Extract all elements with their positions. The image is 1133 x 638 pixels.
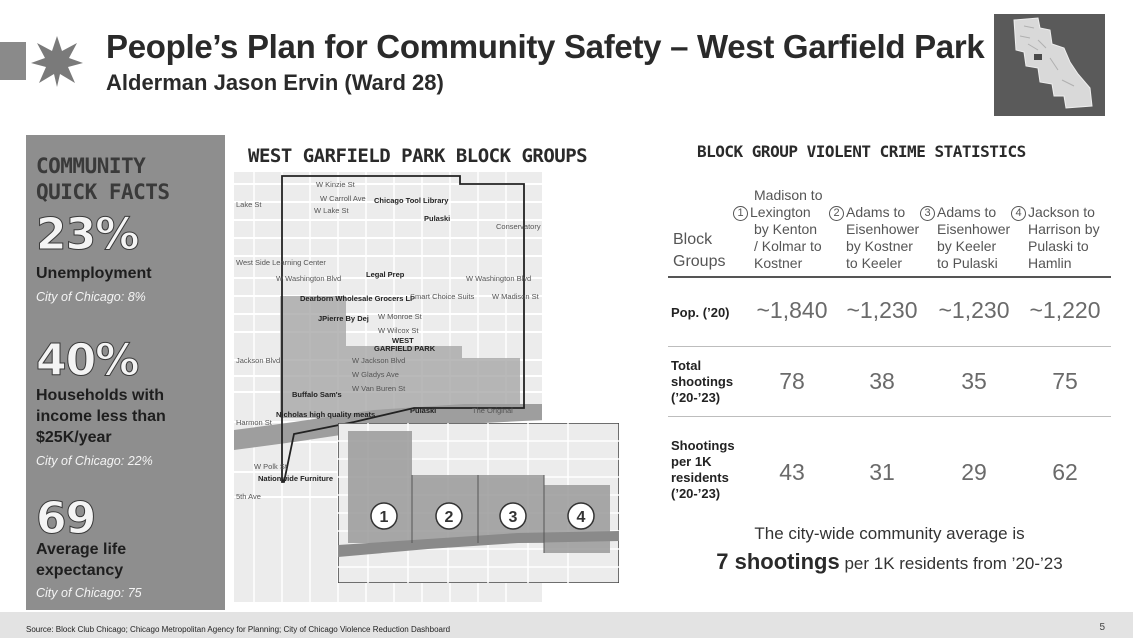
row-divider xyxy=(668,346,1111,347)
source-citation: Source: Block Club Chicago; Chicago Metropolitan Agency for Planning; City of Chicago Violence Reduction Dashboard xyxy=(26,625,451,634)
city-average-value: 7 shootings per 1K residents from ’20-’23 xyxy=(716,549,1063,574)
city-average-note: The city-wide community average is xyxy=(754,524,1025,543)
table-cell: 62 xyxy=(1052,459,1078,485)
map-place-label: Dearborn Wholesale Grocers LP xyxy=(300,294,416,303)
column-4-number: 4 xyxy=(1011,206,1026,221)
zone-4-marker xyxy=(566,501,596,531)
quick-facts-heading: COMMUNITY QUICK FACTS xyxy=(36,154,170,204)
community-quick-facts-panel xyxy=(26,135,225,610)
column-2-number: 2 xyxy=(829,206,844,221)
life-expectancy-city-note: City of Chicago: 75 xyxy=(36,586,142,600)
chicago-locator-map xyxy=(994,14,1105,116)
map-place-label: Buffalo Sam's xyxy=(292,390,342,399)
row-label-shootings-per-1k: Shootings per 1K residents (’20-’23) xyxy=(671,438,735,501)
zone-3-label: 3 xyxy=(508,509,518,526)
map-street-label: W Carroll Ave xyxy=(320,194,366,203)
column-3-number: 3 xyxy=(920,206,935,221)
table-cell: 43 xyxy=(779,459,805,485)
block-groups-inset-map xyxy=(338,423,619,583)
map-place-label: The Original xyxy=(472,406,513,415)
map-street-label: Harmon St xyxy=(236,418,272,427)
map-street-label: W Wilcox St xyxy=(378,326,419,335)
column-header-1: Madison to 1 Lexington by Kenton / Kolmar to Kostner xyxy=(733,187,822,272)
zone-2-marker xyxy=(434,501,464,531)
table-cell: 78 xyxy=(779,368,805,394)
map-station-label: Pulaski xyxy=(410,406,437,415)
map-title: WEST GARFIELD PARK BLOCK GROUPS xyxy=(248,145,588,167)
table-cell: 35 xyxy=(961,368,987,394)
table-cell: 38 xyxy=(869,368,895,394)
map-area-label: WEST xyxy=(392,336,414,345)
map-street-label: W Jackson Blvd xyxy=(352,356,406,365)
header-accent-bar xyxy=(0,42,26,80)
page-title: People’s Plan for Community Safety – West Garfield Park xyxy=(106,28,985,65)
zone-3-marker xyxy=(498,501,528,531)
table-cell: 29 xyxy=(961,459,987,485)
column-1-number: 1 xyxy=(733,206,748,221)
map-street-label: W Lake St xyxy=(314,206,349,215)
map-street-label: W Polk St xyxy=(254,462,287,471)
low-income-value: 40% xyxy=(36,335,139,386)
footer-bar xyxy=(0,612,1133,638)
life-expectancy-label: Average life expectancy xyxy=(36,541,127,579)
unemployment-label: Unemployment xyxy=(36,265,152,282)
map-street-label: W Washington Blvd xyxy=(466,274,532,283)
map-place-label: Legal Prep xyxy=(366,270,405,279)
map-place-label: JPierre By Dej xyxy=(318,314,369,323)
city-average-shootings: 7 shootings xyxy=(716,549,840,574)
unemployment-city-note: City of Chicago: 8% xyxy=(36,290,146,304)
map-place-label: Nationwide Furniture xyxy=(258,474,333,483)
page-number: 5 xyxy=(1099,622,1105,633)
column-header-4: 4 Jackson to Harrison by Pulaski to Hamlin xyxy=(1011,204,1100,272)
map-street-label: W Monroe St xyxy=(378,312,422,321)
low-income-city-note: City of Chicago: 22% xyxy=(36,454,153,468)
zone-1-marker xyxy=(369,501,399,531)
map-place-label: Chicago Tool Library xyxy=(374,196,449,205)
table-cell: ~1,840 xyxy=(756,297,828,323)
page-subtitle: Alderman Jason Ervin (Ward 28) xyxy=(106,70,444,95)
map-station-label: Pulaski xyxy=(424,214,451,223)
table-header-divider xyxy=(668,276,1111,278)
map-place-label: Nicholas high quality meats xyxy=(276,410,376,419)
map-street-label: Jackson Blvd xyxy=(236,356,281,365)
column-header-2: 2 Adams to Eisenhower by Kostner to Keeler xyxy=(829,204,919,272)
life-expectancy-value: 69 xyxy=(36,493,96,544)
unemployment-value: 23% xyxy=(36,209,139,260)
table-title: BLOCK GROUP VIOLENT CRIME STATISTICS xyxy=(697,142,1026,161)
map-street-label: W Van Buren St xyxy=(352,384,406,393)
zone-2-label: 2 xyxy=(444,509,454,526)
block-groups-header: Block Groups xyxy=(673,231,726,270)
zone-4-label: 4 xyxy=(576,509,586,526)
table-cell: ~1,230 xyxy=(846,297,918,323)
row-divider xyxy=(668,416,1111,417)
table-cell: 75 xyxy=(1052,368,1078,394)
map-street-label: W Kinzie St xyxy=(316,180,355,189)
map-place-label: Conservatory xyxy=(496,222,541,231)
map-place-label: West Side Learning Center xyxy=(236,258,326,267)
table-cell: ~1,220 xyxy=(1029,297,1101,323)
map-place-label: Smart Choice Suits xyxy=(410,292,475,301)
map-street-label: W Washington Blvd xyxy=(276,274,342,283)
table-cell: ~1,230 xyxy=(938,297,1010,323)
map-street-label: W Madison St xyxy=(492,292,539,301)
zone-1-label: 1 xyxy=(379,509,389,526)
map-street-label: 5th Ave xyxy=(236,492,261,501)
column-header-3: 3 Adams to Eisenhower by Keeler to Pulaski xyxy=(920,204,1010,272)
chicago-star-icon xyxy=(30,34,84,88)
map-street-label: W Gladys Ave xyxy=(352,370,399,379)
row-label-total-shootings: Total shootings (’20-’23) xyxy=(671,358,734,405)
row-label-population: Pop. (’20) xyxy=(671,305,730,320)
map-street-label: Lake St xyxy=(236,200,262,209)
map-area-label: GARFIELD PARK xyxy=(374,344,436,353)
low-income-label: Households with income less than $25K/year xyxy=(36,387,166,446)
table-cell: 31 xyxy=(869,459,895,485)
